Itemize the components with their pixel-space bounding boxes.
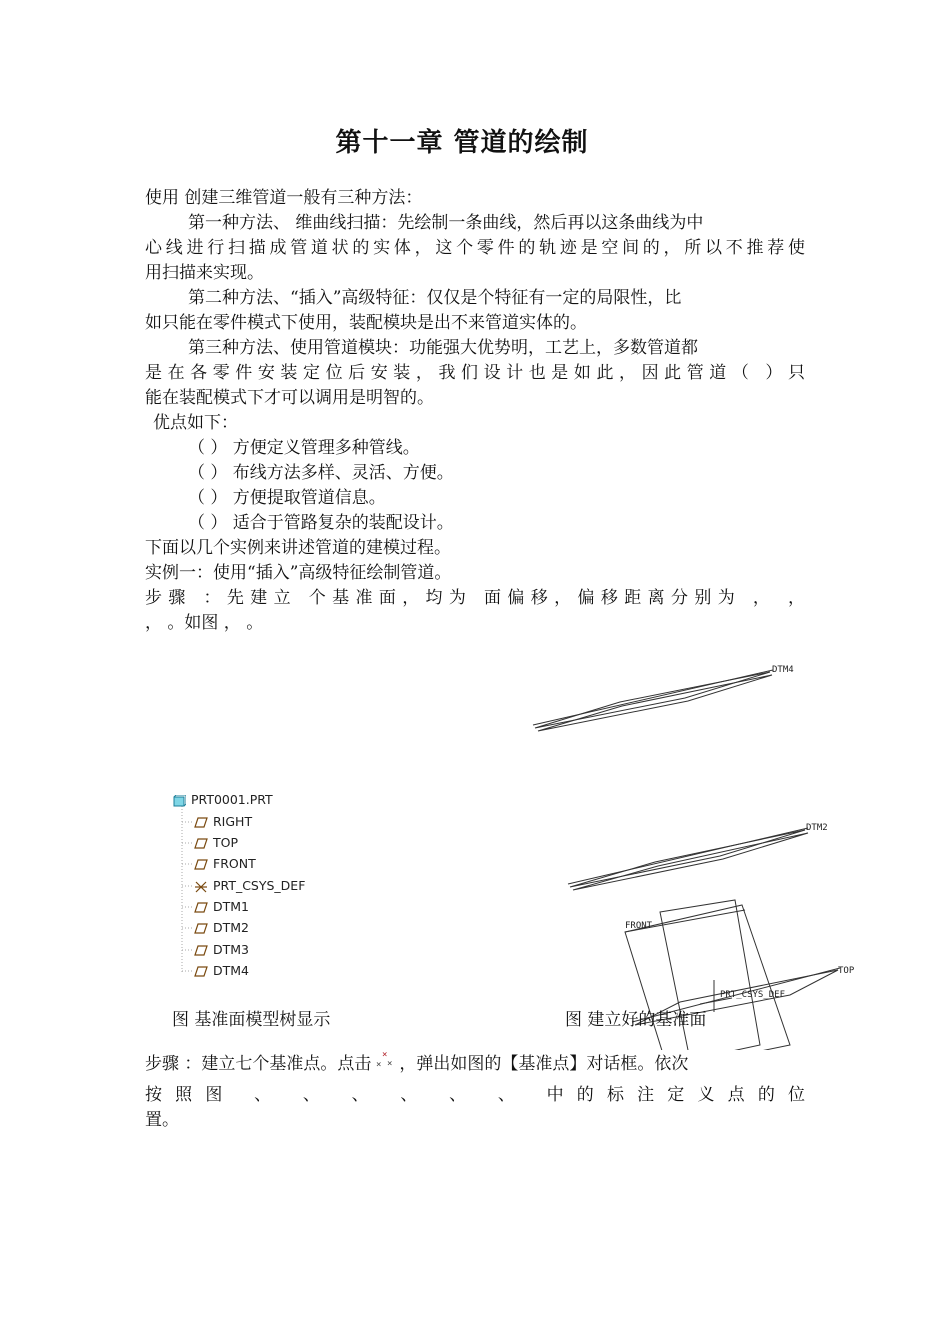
tree-item-label: DTM3 [213,942,249,957]
tree-item-dtm1[interactable] [194,898,249,916]
tree-item-label: RIGHT [213,814,253,829]
tree-root-label: PRT0001.PRT [191,792,273,807]
csys-label: PRT_CSYS_DEF [720,990,786,1000]
tree-item-label: DTM1 [213,899,249,914]
tree-item-label: DTM2 [213,920,249,935]
dtm2-label: DTM2 [806,823,828,833]
svg-text:×: × [376,1060,382,1070]
method2-line2: 如只能在零件模式下使用，装配模块是出不来管道实体的。 [145,313,587,333]
top-label: TOP [838,966,855,976]
method3-line3: 能在装配模式下才可以调用是明智的。 [145,388,434,408]
svg-text:×: × [382,1050,388,1060]
method3-line1: 第三种方法、使用管道模块：功能强大优势明，工艺上，多数管道都 [188,338,698,358]
front-label: FRONT [625,921,653,931]
advantage-item-4: （ ） 适合于管路复杂的装配设计。 [188,513,454,533]
step2-line1 [145,1049,688,1077]
step1-line1: 步骤 ：先建立 个基准面，均为 面偏移，偏移距离分别为 ， ， [145,588,805,608]
datum-plane-icon [194,859,208,870]
examples-intro: 下面以几个实例来讲述管道的建模过程。 [145,538,451,558]
datum-plane-icon [194,966,208,977]
figure-caption-planes: 图 建立好的基准面 [565,1010,707,1030]
tree-item-dtm3[interactable] [194,941,249,959]
tree-item-csys[interactable] [194,877,305,895]
step2-text-pre: 步骤 ：建立七个基准点。点击 [145,1054,372,1074]
tree-root[interactable] [172,791,273,809]
method2-line1: 第二种方法、“插入”高级特征：仅仅是个特征有一定的局限性，比 [188,288,682,308]
step2-line2: 按照图 、 、 、 、 、 、 中的标注定义点的位 [145,1085,805,1105]
method3-line2: 是在各零件安装定位后安装，我们设计也是如此，因此管道（ ）只 [145,363,805,383]
tree-item-label: FRONT [213,856,256,871]
datum-plane-icon [194,902,208,913]
datum-plane-icon [194,923,208,934]
step2-line3: 置。 [145,1110,179,1130]
tree-item-front[interactable] [194,855,256,873]
datum-plane-icon [194,817,208,828]
advantages-title: 优点如下： [153,413,238,433]
datum-point-tool-icon[interactable] [373,1049,397,1071]
chapter-title: 第十一章 管道的绘制 [335,128,589,158]
figure-caption-tree: 图 基准面模型树显示 [172,1010,331,1030]
advantage-item-3: （ ） 方便提取管道信息。 [188,488,386,508]
tree-item-label: TOP [213,835,239,850]
example1-heading: 实例一：使用“插入”高级特征绘制管道。 [145,563,452,583]
step1-line2: ， 。如图 ， 。 [145,613,264,633]
tree-item-label: DTM4 [213,963,249,978]
tree-item-label: PRT_CSYS_DEF [213,878,306,893]
advantage-item-1: （ ） 方便定义管理多种管线。 [188,438,420,458]
tree-item-dtm2[interactable] [194,919,249,937]
tree-item-top[interactable] [194,834,238,852]
dtm4-plane [533,670,773,731]
tree-item-dtm4[interactable] [194,962,249,980]
tree-item-right[interactable] [194,813,252,831]
datum-plane-icon [194,838,208,849]
dtm2-plane [568,828,808,890]
method1-line3: 用扫描来实现。 [145,263,264,283]
dtm4-label: DTM4 [772,665,794,675]
datum-plane-icon [194,945,208,956]
csys-icon [194,881,208,893]
method1-line2: 心线进行扫描成管道状的实体，这个零件的轨迹是空间的，所以不推荐使 [145,238,805,258]
part-icon [172,795,186,807]
method1-line1: 第一种方法、 维曲线扫描：先绘制一条曲线，然后再以这条曲线为中 [188,213,704,233]
intro-line: 使用 创建三维管道一般有三种方法： [145,188,423,208]
svg-text:×: × [387,1059,393,1069]
datum-planes-figure [520,650,860,1050]
step2-text-post: ，弹出如图的【基准点】对话框。依次 [399,1054,689,1074]
advantage-item-2: （ ） 布线方法多样、灵活、方便。 [188,463,454,483]
